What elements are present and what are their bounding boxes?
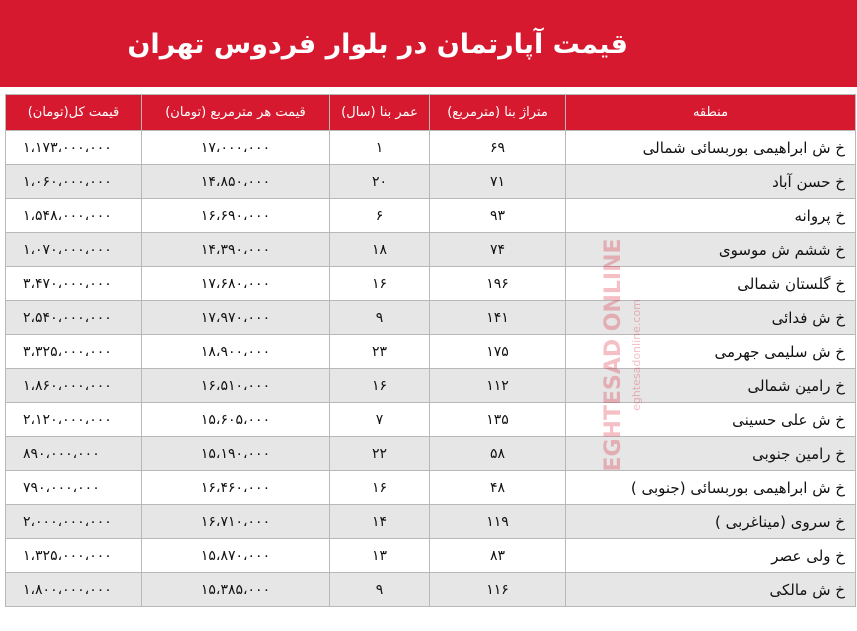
page-title: قیمت آپارتمان در بلوار فردوس تهران bbox=[127, 29, 628, 60]
watermark-text: EGHTESAD ONLINE bbox=[601, 238, 626, 472]
cell-area: ۱۹۶ bbox=[430, 267, 566, 301]
cell-total-price: ۳،۴۷۰،۰۰۰،۰۰۰ bbox=[6, 267, 142, 301]
cell-region: خ ش فدائی bbox=[566, 301, 856, 335]
cell-total-price: ۱،۳۲۵،۰۰۰،۰۰۰ bbox=[6, 539, 142, 573]
table-row bbox=[6, 437, 856, 471]
cell-building-age: ۱۴ bbox=[330, 505, 430, 539]
cell-area: ۴۸ bbox=[430, 471, 566, 505]
cell-price-per-meter: ۱۴،۸۵۰،۰۰۰ bbox=[142, 165, 330, 199]
table-row bbox=[6, 233, 856, 267]
table-row bbox=[6, 539, 856, 573]
table-row bbox=[6, 267, 856, 301]
cell-region: خ حسن آباد bbox=[566, 165, 856, 199]
cell-price-per-meter: ۱۶،۷۱۰،۰۰۰ bbox=[142, 505, 330, 539]
cell-region: خ گلستان شمالی bbox=[566, 267, 856, 301]
cell-area: ۷۴ bbox=[430, 233, 566, 267]
cell-price-per-meter: ۱۵،۶۰۵،۰۰۰ bbox=[142, 403, 330, 437]
price-table bbox=[5, 94, 856, 607]
cell-area: ۸۳ bbox=[430, 539, 566, 573]
cell-price-per-meter: ۱۷،۶۸۰،۰۰۰ bbox=[142, 267, 330, 301]
cell-building-age: ۲۰ bbox=[330, 165, 430, 199]
watermark-subtext: eghtesadonline.com bbox=[630, 299, 643, 411]
cell-building-age: ۱۳ bbox=[330, 539, 430, 573]
cell-region: خ ش مالکی bbox=[566, 573, 856, 607]
table-row bbox=[6, 165, 856, 199]
cell-total-price: ۲،۵۴۰،۰۰۰،۰۰۰ bbox=[6, 301, 142, 335]
cell-total-price: ۱،۰۷۰،۰۰۰،۰۰۰ bbox=[6, 233, 142, 267]
header-price-per-meter: قیمت هر مترمربع (تومان) bbox=[142, 95, 330, 131]
cell-building-age: ۷ bbox=[330, 403, 430, 437]
cell-total-price: ۱،۵۴۸،۰۰۰،۰۰۰ bbox=[6, 199, 142, 233]
cell-price-per-meter: ۱۸،۹۰۰،۰۰۰ bbox=[142, 335, 330, 369]
cell-region: خ پروانه bbox=[566, 199, 856, 233]
header-area: متراژ بنا (مترمربع) bbox=[430, 95, 566, 131]
table-row bbox=[6, 369, 856, 403]
table-row bbox=[6, 505, 856, 539]
cell-total-price: ۸۹۰،۰۰۰،۰۰۰ bbox=[6, 437, 142, 471]
table-row bbox=[6, 403, 856, 437]
cell-area: ۱۱۲ bbox=[430, 369, 566, 403]
cell-price-per-meter: ۱۵،۱۹۰،۰۰۰ bbox=[142, 437, 330, 471]
header-building-age: عمر بنا (سال) bbox=[330, 95, 430, 131]
cell-total-price: ۱،۰۶۰،۰۰۰،۰۰۰ bbox=[6, 165, 142, 199]
cell-total-price: ۷۹۰،۰۰۰،۰۰۰ bbox=[6, 471, 142, 505]
cell-building-age: ۱۸ bbox=[330, 233, 430, 267]
table-row bbox=[6, 573, 856, 607]
table-header-row bbox=[6, 95, 856, 131]
cell-price-per-meter: ۱۴،۳۹۰،۰۰۰ bbox=[142, 233, 330, 267]
cell-building-age: ۹ bbox=[330, 573, 430, 607]
table-row bbox=[6, 199, 856, 233]
cell-building-age: ۱ bbox=[330, 131, 430, 165]
cell-area: ۷۱ bbox=[430, 165, 566, 199]
cell-area: ۵۸ bbox=[430, 437, 566, 471]
cell-building-age: ۱۶ bbox=[330, 471, 430, 505]
header-region: منطقه bbox=[566, 95, 856, 131]
cell-region: خ رامین شمالی bbox=[566, 369, 856, 403]
table-row bbox=[6, 335, 856, 369]
cell-region: خ سروی (میناغربی ) bbox=[566, 505, 856, 539]
cell-building-age: ۱۶ bbox=[330, 369, 430, 403]
title-banner bbox=[0, 0, 857, 87]
cell-area: ۱۷۵ bbox=[430, 335, 566, 369]
cell-total-price: ۱،۱۷۳،۰۰۰،۰۰۰ bbox=[6, 131, 142, 165]
cell-region: خ ولی عصر bbox=[566, 539, 856, 573]
cell-price-per-meter: ۱۶،۶۹۰،۰۰۰ bbox=[142, 199, 330, 233]
table-row bbox=[6, 301, 856, 335]
cell-region: خ ش ابراهیمی بوربسائی (جنوبی ) bbox=[566, 471, 856, 505]
cell-area: ۱۳۵ bbox=[430, 403, 566, 437]
cell-building-age: ۲۳ bbox=[330, 335, 430, 369]
cell-total-price: ۳،۳۲۵،۰۰۰،۰۰۰ bbox=[6, 335, 142, 369]
cell-building-age: ۶ bbox=[330, 199, 430, 233]
cell-area: ۱۴۱ bbox=[430, 301, 566, 335]
cell-area: ۱۱۹ bbox=[430, 505, 566, 539]
cell-price-per-meter: ۱۷،۹۷۰،۰۰۰ bbox=[142, 301, 330, 335]
cell-area: ۹۳ bbox=[430, 199, 566, 233]
cell-region: خ ش ابراهیمی بوربسائی شمالی bbox=[566, 131, 856, 165]
cell-price-per-meter: ۱۶،۵۱۰،۰۰۰ bbox=[142, 369, 330, 403]
cell-price-per-meter: ۱۵،۳۸۵،۰۰۰ bbox=[142, 573, 330, 607]
table-row bbox=[6, 471, 856, 505]
cell-price-per-meter: ۱۵،۸۷۰،۰۰۰ bbox=[142, 539, 330, 573]
cell-building-age: ۲۲ bbox=[330, 437, 430, 471]
cell-total-price: ۲،۱۲۰،۰۰۰،۰۰۰ bbox=[6, 403, 142, 437]
cell-area: ۶۹ bbox=[430, 131, 566, 165]
cell-region: خ رامین جنوبی bbox=[566, 437, 856, 471]
cell-price-per-meter: ۱۷،۰۰۰،۰۰۰ bbox=[142, 131, 330, 165]
cell-total-price: ۱،۸۶۰،۰۰۰،۰۰۰ bbox=[6, 369, 142, 403]
cell-area: ۱۱۶ bbox=[430, 573, 566, 607]
table-row bbox=[6, 131, 856, 165]
cell-building-age: ۹ bbox=[330, 301, 430, 335]
table-body bbox=[6, 131, 856, 607]
cell-total-price: ۱،۸۰۰،۰۰۰،۰۰۰ bbox=[6, 573, 142, 607]
cell-region: خ ش علی حسینی bbox=[566, 403, 856, 437]
cell-building-age: ۱۶ bbox=[330, 267, 430, 301]
cell-region: خ ش سلیمی جهرمی bbox=[566, 335, 856, 369]
cell-region: خ ششم ش موسوی bbox=[566, 233, 856, 267]
cell-total-price: ۲،۰۰۰،۰۰۰،۰۰۰ bbox=[6, 505, 142, 539]
header-total-price: قیمت کل(تومان) bbox=[6, 95, 142, 131]
cell-price-per-meter: ۱۶،۴۶۰،۰۰۰ bbox=[142, 471, 330, 505]
